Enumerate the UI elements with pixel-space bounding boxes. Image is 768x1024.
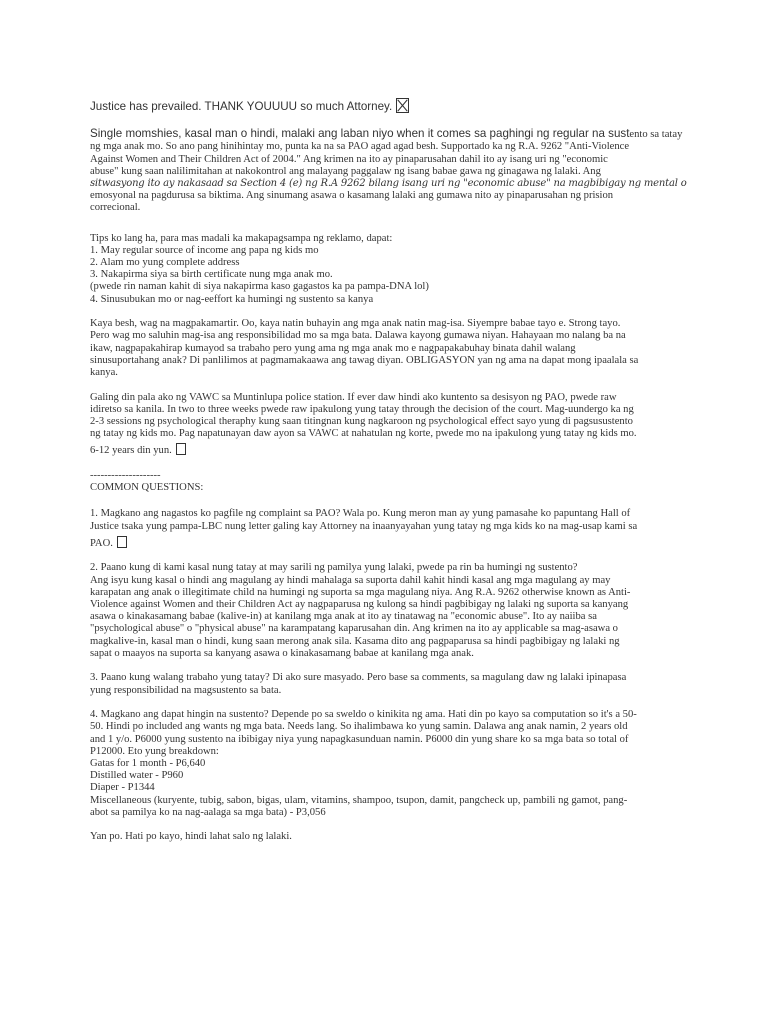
q1-line: 1. Magkano ang nagastos ko pagfile ng complaint sa PAO? Wala po. Kung meron man ay yung pamasahe ko papuntang Hall of bbox=[90, 508, 631, 520]
vawc-paragraph bbox=[90, 392, 690, 458]
besh-line: Kaya besh, wag na magpakamartir. Oo, kaya natin buhayin ang mga anak natin mag-isa. Siyempre babae tayo e. Strong tayo. bbox=[90, 318, 621, 330]
vawc-line: 2-3 sessions ng psychological theraphy kung saan titingnan kung nagkaroon ng psychological effect sayo yung di pagsusustento bbox=[90, 416, 633, 428]
closing-line: Yan po. Hati po kayo, hindi lahat salo ng lalaki. bbox=[90, 831, 292, 843]
besh-paragraph bbox=[90, 318, 690, 379]
q2-line: 2. Paano kung di kami kasal nung tatay at may sarili ng pamilya yung lalaki, pwede pa rin ba humingi ng sustento? bbox=[90, 562, 578, 574]
single-momshies-paragraph bbox=[90, 128, 690, 214]
q4-line: and 1 y/o. P6000 yung sustento na ibibigay niya yung napagkasunduan namin. P6000 din yung share ko sa mga bata so total of bbox=[90, 733, 629, 745]
q2-line: Violence against Women and their Children Act ay nagpaparusa ng kulong sa hindi pagbibigay ng lalaki ng suporta sa kanyang bbox=[90, 599, 629, 611]
question-3 bbox=[90, 672, 690, 696]
tips-line: (pwede rin naman kahit di siya nakapirma kaso gagastos ka pa pampa-DNA lol) bbox=[90, 281, 429, 293]
besh-line: kanya. bbox=[90, 367, 118, 379]
single-line: ng mga anak mo. So ano pang hinihintay mo, punta ka na sa PAO agad agad besh. Supportado ka ng R.A. 9262 "Anti-Violence bbox=[90, 141, 630, 153]
q4-line: 4. Magkano ang dapat hingin na sustento? Depende po sa sweldo o kinikita ng ama. Hati din po kayo sa computation so it's a 50- bbox=[90, 709, 637, 721]
q3-line: 3. Paano kung walang trabaho yung tatay? Di ako sure masyado. Pero base sa comments, sa magulang daw ng lalaki ipinapasa bbox=[90, 672, 627, 684]
missing-glyph-box-icon bbox=[117, 536, 127, 548]
besh-line: ikaw, nagpapakahirap kumayod sa trabaho pero yung ama ng mga anak mo e nagpapakabuhay binata dahil walang bbox=[90, 342, 576, 354]
closing-paragraph bbox=[90, 831, 690, 843]
question-2 bbox=[90, 562, 690, 660]
single-lead-tail: ento sa tatay bbox=[629, 129, 683, 141]
single-line: Against Women and Their Children Act of 2004." Ang krimen na ito ay pinaparusahan dahil ito ay isang uri ng "economic bbox=[90, 153, 608, 165]
q2-line: Ang isyu kung kasal o hindi ang magulang ay hindi mahalaga sa suporta dahil kahit hindi kasal ang mga magulang ay may bbox=[90, 574, 611, 586]
single-line: correcional. bbox=[90, 202, 141, 214]
tips-line: 3. Nakapirma siya sa birth certificate nung mga anak mo. bbox=[90, 269, 333, 281]
q2-line: asawa o kinakasamang babae (kalive-in) at kanilang mga anak at ito ay tinatawag na "economic abuse". Ito ay naiiba sa bbox=[90, 611, 597, 623]
q4-breakdown-item: Gatas for 1 month - P6,640 bbox=[90, 758, 206, 770]
q3-line: yung responsibilidad na magsustento sa bata. bbox=[90, 684, 282, 696]
tips-line: Tips ko lang ha, para mas madali ka makapagsampa ng reklamo, dapat: bbox=[90, 232, 393, 244]
besh-line: Pero wag mo saluhin mag-isa ang responsibilidad mo sa mga bata. Dalawa kayong gumawa niyan. Hahayaan mo nalang ba na bbox=[90, 330, 626, 342]
intro-title: Justice has prevailed. THANK YOUUUU so much Attorney. bbox=[90, 100, 393, 113]
document-page bbox=[90, 98, 690, 856]
q2-line: magkalive-in, kasal man o hindi, kung saan merong anak sila. Kasama dito ang pagpaparusa sa hindi pagbibigay ng lalaki ng bbox=[90, 635, 620, 647]
vawc-line: idiretso sa kanila. In two to three weeks pwede raw ipakulong yung tatay through the decision of the court. Mag-uundergo ka ng bbox=[90, 403, 634, 415]
vawc-line: ng tatay ng kids mo. Pag napatunayan daw ayon sa VAWC at nahatulan ng korte, pwede mo na ipakulong yung tatay ng kids mo. bbox=[90, 428, 637, 440]
q4-line: P12000. Eto yung breakdown: bbox=[90, 745, 219, 757]
single-line: abuse" kung saan nalilimitahan at nakokontrol ang malayang paggalaw ng isang babae gawa ng ginagawa ng lalaki. Ang bbox=[90, 165, 601, 177]
q2-line: karapatan ang anak o illegitimate child na humingi ng suporta sa mga magulang niya. Ang R.A. 9262 otherwise known as Anti- bbox=[90, 586, 631, 598]
tips-line: 1. May regular source of income ang papa ng kids mo bbox=[90, 244, 319, 256]
besh-line: sinusuportahang anak? Di panlilimos at pagmamakaawa ang tawag diyan. OBLIGASYON yan ng ama na dapat mong ipaalala sa bbox=[90, 354, 639, 366]
tips-line: 2. Alam mo yung complete address bbox=[90, 257, 240, 269]
q4-line: 50. Hindi po included ang wants ng mga bata. Needs lang. So ihalimbawa ko yung samin. Dalawa ang anak namin, 2 years old bbox=[90, 721, 628, 733]
vawc-last-line: 6-12 years din yun. bbox=[90, 445, 172, 457]
single-line: emosyonal na pagdurusa sa biktima. Ang sinumang asawa o kasamang lalaki ang gumawa nito ay pinaparusahan ng prision bbox=[90, 190, 614, 202]
vawc-line: Galing din pala ako ng VAWC sa Muntinlupa police station. If ever daw hindi ako kuntento sa desisyon ng PAO, pwede raw bbox=[90, 391, 617, 403]
single-lead: Single momshies, kasal man o hindi, malaki ang laban niyo when it comes sa paghingi ng regular na sust bbox=[90, 127, 630, 141]
divider-line: -------------------- bbox=[90, 470, 161, 482]
missing-glyph-box-icon bbox=[176, 443, 186, 455]
tips-line: 4. Sinusubukan mo or nag-eeffort ka humingi ng sustento sa kanya bbox=[90, 293, 374, 305]
common-questions-heading: COMMON QUESTIONS: bbox=[90, 482, 204, 494]
tips-paragraph bbox=[90, 233, 690, 306]
q1-line: Justice tsaka yung pampa-LBC nung letter galing kay Attorney na inaanyayahan yung tatay ng mga kids ko na mag-usap kami sa bbox=[90, 520, 638, 532]
intro-paragraph bbox=[90, 98, 690, 114]
q4-breakdown-item: Distilled water - P960 bbox=[90, 770, 184, 782]
q1-last-line: PAO. bbox=[90, 537, 113, 549]
q4-breakdown-item: Diaper - P1344 bbox=[90, 782, 155, 794]
question-1 bbox=[90, 508, 690, 550]
q4-breakdown-item: abot sa pamilya ko na nag-aalaga sa mga bata) - P3,056 bbox=[90, 806, 326, 818]
single-cursive-line: sitwasyong ito ay nakasaad sa Section 4 (e) ng R.A 9262 bilang isang uri ng "economic abuse" na magbibigay ng mental o bbox=[90, 178, 687, 190]
missing-glyph-x-icon bbox=[396, 98, 409, 113]
q2-line: sapat o maayos na suporta sa kanyang asawa o kinakasamang babae at kanilang mga anak. bbox=[90, 647, 474, 659]
question-4 bbox=[90, 709, 690, 819]
common-questions-header bbox=[90, 470, 690, 494]
q4-breakdown-item: Miscellaneous (kuryente, tubig, sabon, bigas, ulam, vitamins, shampoo, tsupon, damit, pangcheck up, pambili ng gamot, pang- bbox=[90, 794, 628, 806]
q2-line: "psychological abuse" o "physical abuse" na karampatang kaparusahan din. Ang krimen na ito ay applicable sa mag-asawa o bbox=[90, 623, 618, 635]
